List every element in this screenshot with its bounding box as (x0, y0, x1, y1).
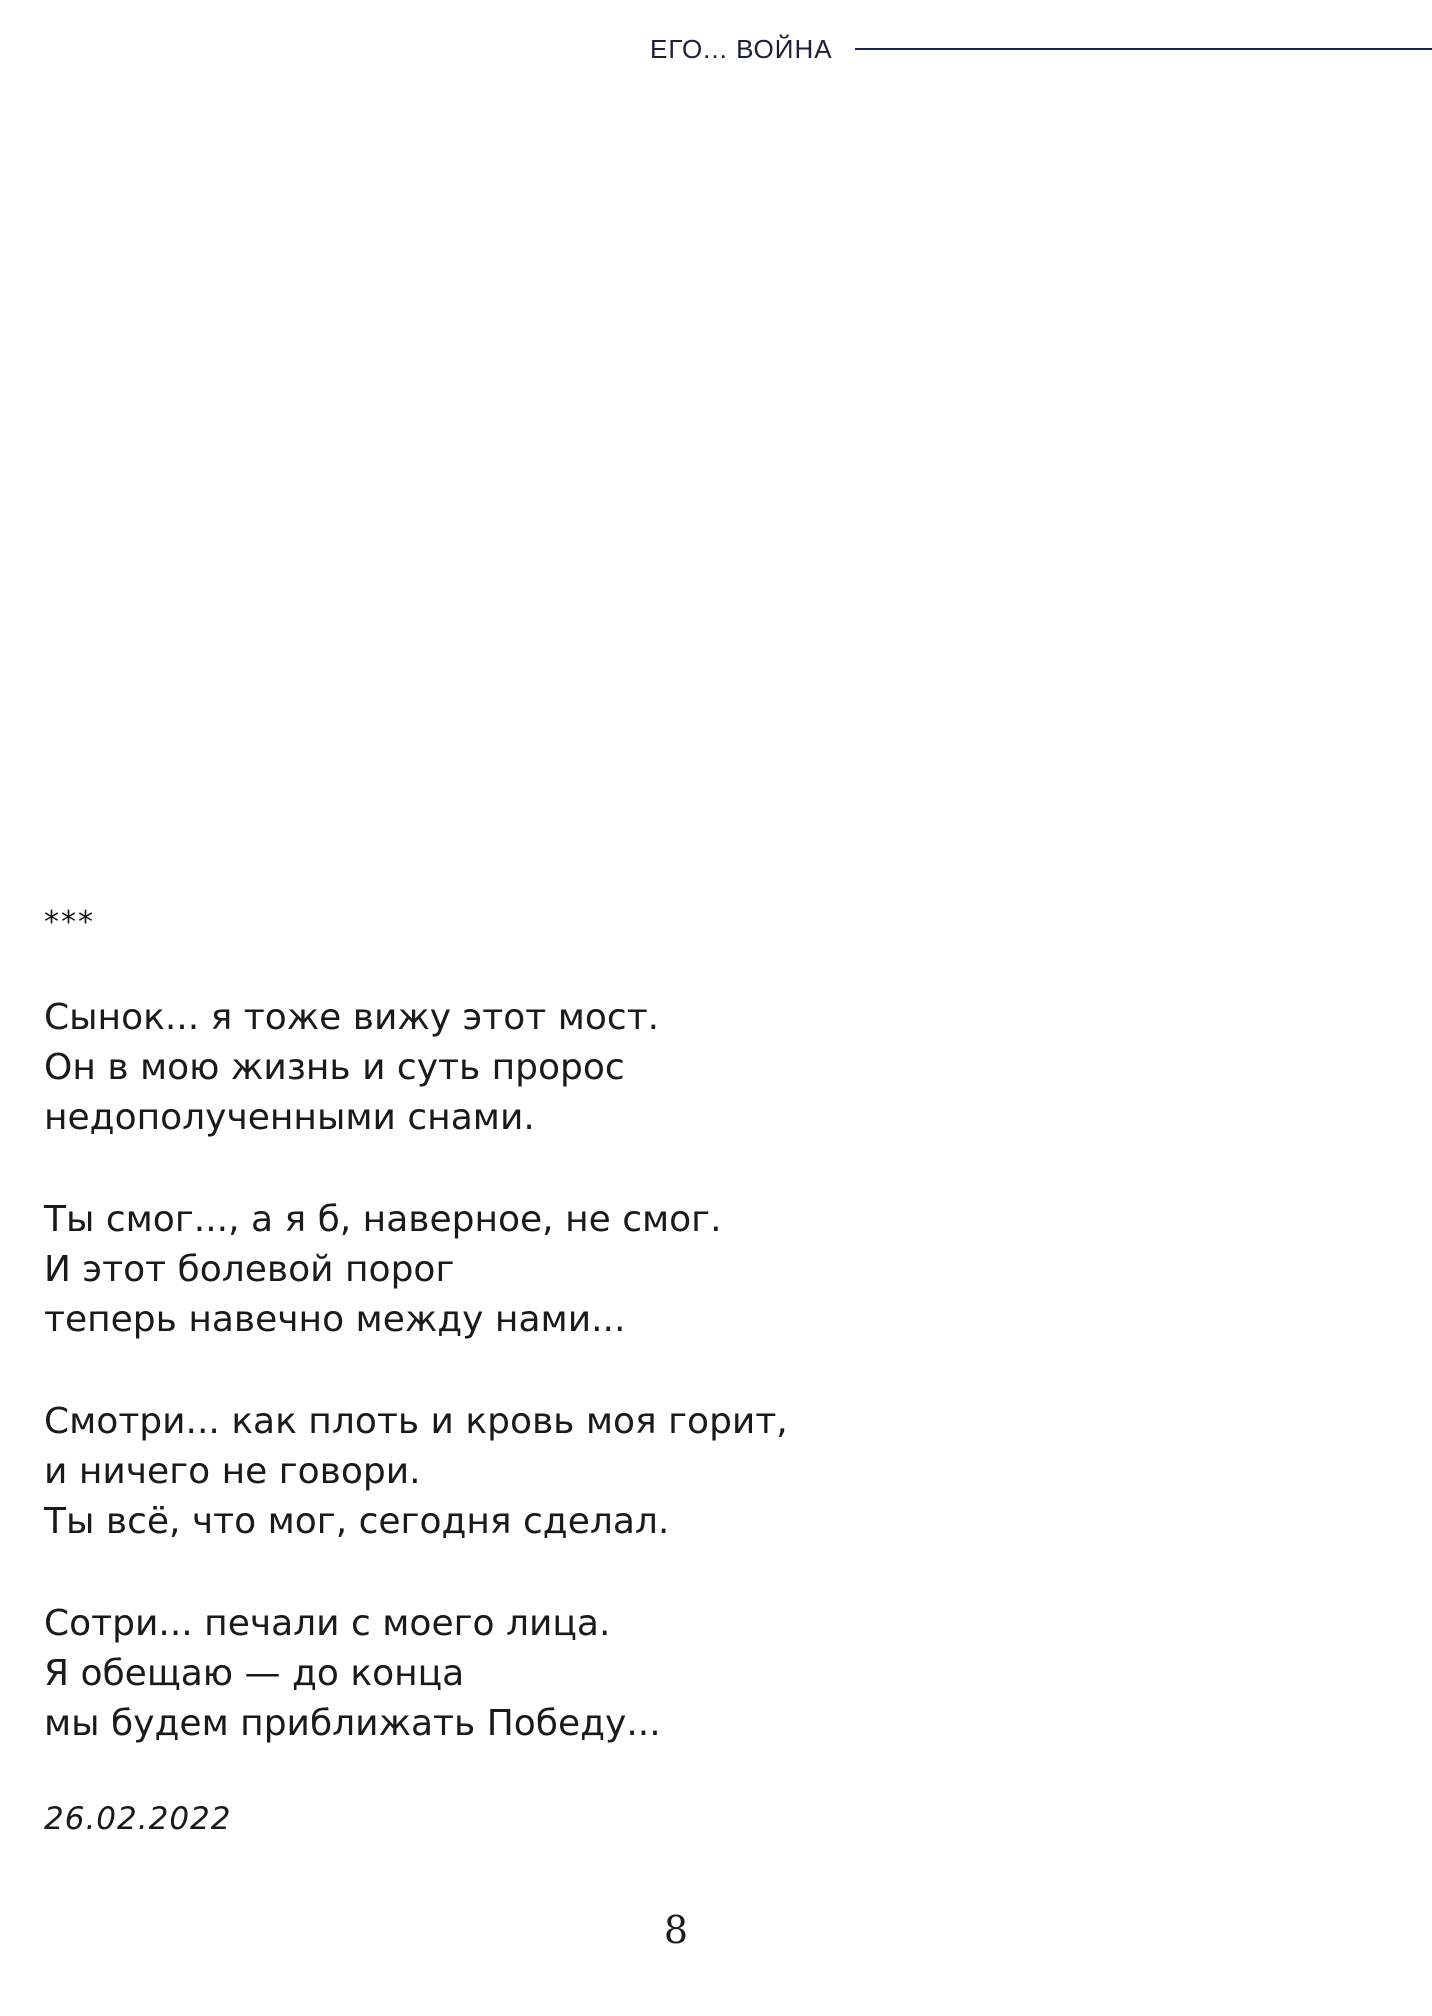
poem-date: 26.02.2022 (44, 1801, 232, 1837)
stanza-3 (44, 1397, 944, 1547)
running-header-title: ЕГО... ВОЙНА (650, 33, 833, 64)
stanza-1 (44, 993, 944, 1143)
poem-line: Он в мою жизнь и суть пророс (44, 1047, 625, 1088)
poem-line: теперь навечно между нами... (44, 1299, 626, 1340)
poem-line: Ты смог..., а я б, наверное, не смог. (44, 1199, 722, 1240)
running-header (650, 32, 1432, 66)
poem-line: недополученными снами. (44, 1097, 535, 1138)
poem-line: и ничего не говори. (44, 1451, 421, 1492)
poem-line: Сынок... я тоже вижу этот мост. (44, 997, 660, 1038)
poem-line: Ты всё, что мог, сегодня сделал. (44, 1501, 670, 1542)
poem (44, 905, 944, 1837)
poem-line: Я обещаю — до конца (44, 1653, 465, 1694)
poem-line: мы будем приближать Победу... (44, 1703, 661, 1744)
poem-line: И этот болевой порог (44, 1249, 455, 1290)
poem-line: Смотри... как плоть и кровь моя горит, (44, 1401, 788, 1442)
header-rule (855, 48, 1432, 50)
stanza-2 (44, 1195, 944, 1345)
stanza-4 (44, 1599, 944, 1749)
page-number: 8 (663, 1908, 689, 1952)
poem-line: Сотри... печали с моего лица. (44, 1603, 611, 1644)
poem-separator: *** (44, 905, 95, 940)
